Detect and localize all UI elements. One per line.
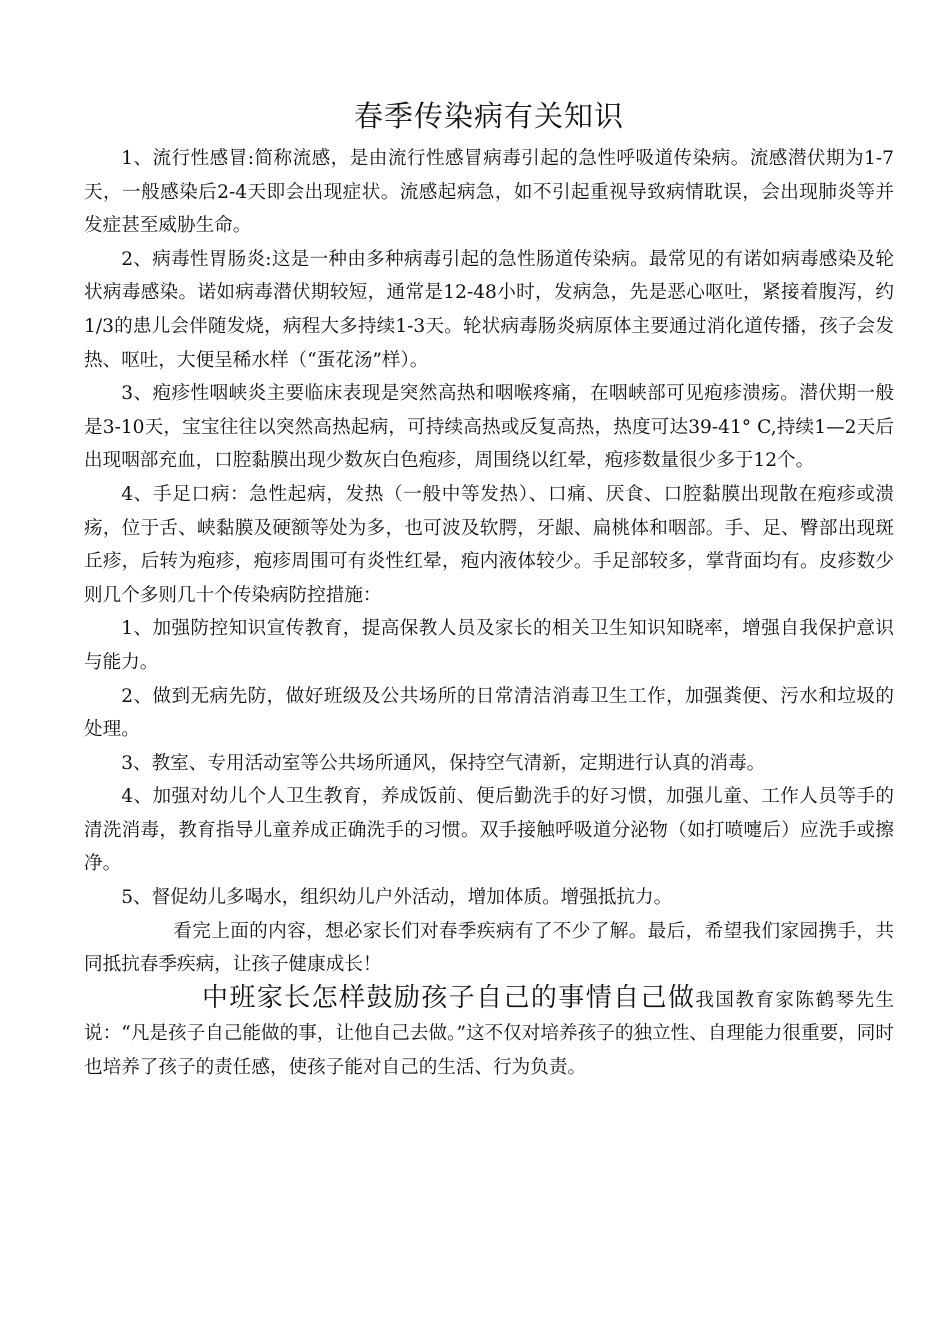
paragraph-closing: 看完上面的内容，想必家长们对春季疾病有了不少了解。最后，希望我们家园携手，共同抵抗春季疾病，让孩子健康成长！ <box>84 920 894 976</box>
paragraph-measure-4: 4、加强对幼儿个人卫生教育，养成饭前、便后勤洗手的好习惯，加强儿童、工作人员等手的清洗消毒，教育指导儿童养成正确洗手的习惯。双手接触呼吸道分泌物（如打喷嚏后）应洗手或擦净。 <box>84 786 894 875</box>
paragraph-measure-3: 3、教室、专用活动室等公共场所通风，保持空气清新，定期进行认真的消毒。 <box>121 752 766 774</box>
paragraph-measure-2: 2、做到无病先防，做好班级及公共场所的日常清洁消毒卫生工作，加强粪便、污水和垃圾的处理。 <box>84 685 894 741</box>
subheading-paragraph <box>84 982 894 1085</box>
paragraph-gastroenteritis: 2、病毒性胃肠炎:这是一种由多种病毒引起的急性肠道传染病。最常见的有诺如病毒感染及轮状病毒感染。诺如病毒潜伏期较短，通常是12-48小时，发病急，先是恶心呕吐，紧接着腹泻，约1/3的患儿会伴随发烧，病程大多持续1-3天。轮状病毒肠炎病原体主要通过消化道传播，孩子会发热、呕吐，大便呈稀水样（“蛋花汤”样）。 <box>84 248 894 371</box>
subheading: 中班家长怎样鼓励孩子自己的事情自己做 <box>202 982 696 1013</box>
paragraph-flu: 1、流行性感冒:简称流感，是由流行性感冒病毒引起的急性呼吸道传染病。流感潜伏期为1-7天，一般感染后2-4天即会出现症状。流感起病急，如不引起重视导致病情耽误，会出现肺炎等并发症甚至威胁生命。 <box>84 148 894 237</box>
paragraph-hand-foot-mouth: 4、手足口病：急性起病，发热（一般中等发热）、口痛、厌食、口腔黏膜出现散在疱疹或溃疡，位于舌、峡黏膜及硬额等处为多，也可波及软腭，牙龈、扁桃体和咽部。手、足、臀部出现斑丘疹，后转为疱疹，疱疹周围可有炎性红晕，疱内液体较少。手足部较多，掌背面均有。皮疹数少则几个多则几十个传染病防控措施： <box>84 483 894 606</box>
subheading-body: 我国教育家陈鹤琴先生说：“凡是孩子自己能做的事，让他自己去做。”这不仅对培养孩子的独立性、自理能力很重要，同时也培养了孩子的责任感，使孩子能对自己的生活、行为负责。 <box>84 989 894 1079</box>
paragraph-measure-1: 1、加强防控知识宣传教育，提高保教人员及家长的相关卫生知识知晓率，增强自我保护意识与能力。 <box>84 618 894 673</box>
document-title: 春季传染病有关知识 <box>353 99 624 133</box>
document-page <box>84 96 894 1085</box>
paragraph-measure-5: 5、督促幼儿多喝水，组织幼儿户外活动，增加体质。增强抵抗力。 <box>121 887 673 909</box>
paragraph-herpangina: 3、疱疹性咽峡炎主要临床表现是突然高热和咽喉疼痛，在咽峡部可见疱疹溃疡。潜伏期一般是3-10天，宝宝往往以突然高热起病，可持续高热或反复高热，热度可达39-41° C,持续1—2天后出现咽部充血，口腔黏膜出现少数灰白色疱疹，周围绕以红晕，疱疹数量很少多于12个。 <box>84 383 894 472</box>
